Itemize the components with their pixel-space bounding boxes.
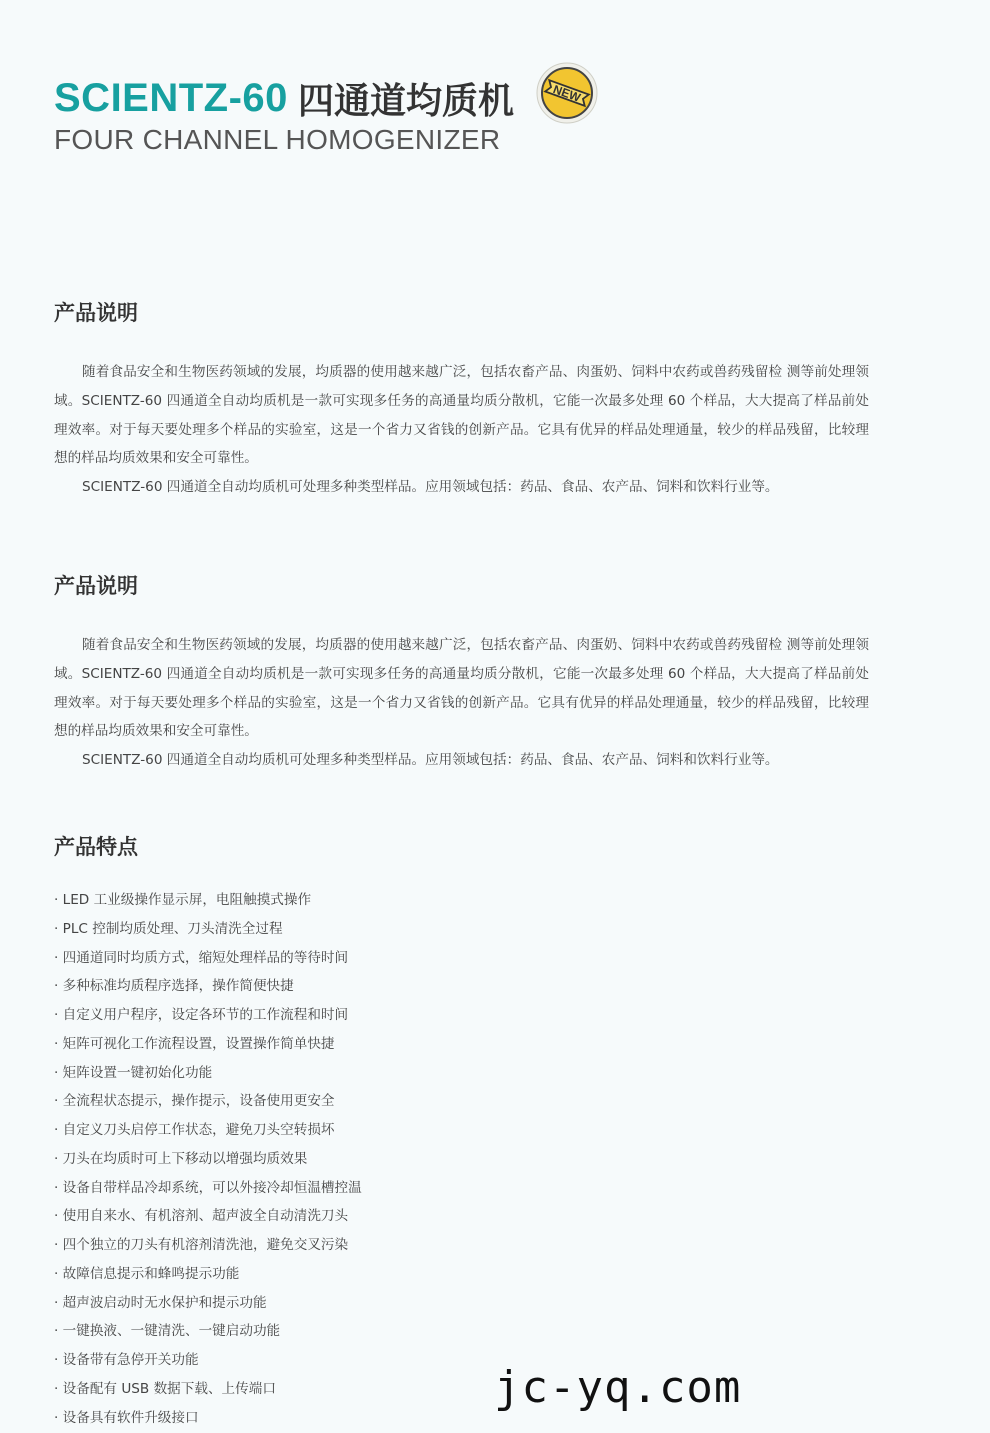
product-subtitle: FOUR CHANNEL HOMOGENIZER — [54, 124, 501, 155]
watermark-text: jc-yq.com — [494, 1362, 742, 1413]
feature-item: · 设备配有 USB 数据下载、上传端口 — [54, 1380, 276, 1397]
section-description-1 — [54, 298, 869, 502]
section-features — [54, 832, 869, 1432]
title-row — [54, 70, 934, 126]
feature-list — [54, 886, 869, 1432]
feature-item: · PLC 控制均质处理、刀头清洗全过程 — [54, 920, 283, 937]
section-heading: 产品特点 — [54, 835, 138, 859]
feature-item: · 一键换液、一键清洗、一键启动功能 — [54, 1323, 281, 1340]
feature-item: · LED 工业级操作显示屏，电阻触摸式操作 — [54, 892, 312, 908]
badge-label: NEW — [551, 82, 583, 105]
feature-item: · 四通道同时均质方式，缩短处理样品的等待时间 — [54, 949, 349, 966]
feature-item: · 故障信息提示和蜂鸣提示功能 — [54, 1265, 240, 1282]
feature-item: · 四个独立的刀头有机溶剂清洗池，避免交叉污染 — [54, 1237, 349, 1253]
product-model: SCIENTZ-60 — [54, 75, 288, 120]
application-paragraph: SCIENTZ-60 四通道全自动均质机可处理多种类型样品。应用领域包括：药品、食品、农产品、饲料和饮料行业等。 — [82, 752, 779, 769]
section-description-2 — [54, 571, 869, 775]
feature-item: · 使用自来水、有机溶剂、超声波全自动清洗刀头 — [54, 1208, 349, 1225]
feature-item: · 多种标准均质程序选择，操作简便快捷 — [54, 978, 294, 995]
feature-item: · 刀头在均质时可上下移动以增强均质效果 — [54, 1150, 308, 1167]
feature-item: · 矩阵可视化工作流程设置，设置操作简单快捷 — [54, 1035, 335, 1052]
feature-item: · 自定义刀头启停工作状态，避免刀头空转损坏 — [54, 1122, 335, 1138]
feature-item: · 自定义用户程序，设定各环节的工作流程和时间 — [54, 1007, 349, 1023]
feature-item: · 全流程状态提示，操作提示，设备使用更安全 — [54, 1093, 335, 1110]
section-heading: 产品说明 — [54, 301, 138, 325]
new-badge-icon — [536, 62, 598, 124]
feature-item: · 超声波启动时无水保护和提示功能 — [54, 1294, 267, 1311]
feature-item: · 设备带有急停开关功能 — [54, 1352, 199, 1368]
feature-item: · 设备自带样品冷却系统，可以外接冷却恒温槽控温 — [54, 1179, 362, 1196]
feature-item: · 设备具有软件升级接口 — [54, 1409, 199, 1426]
description-paragraph: 随着食品安全和生物医药领域的发展，均质器的使用越来越广泛，包括农畜产品、肉蛋奶、饲料中农药或兽药残留检 测等前处理领域。SCIENTZ-60 四通道全自动均质机是一款可实现多任务的高通量均质分散机，它能一次最多处理 60 个样品，大大提高了样品前处理效率。对于每天要处理多个样品的实验室，这是一个省力又省钱的创新产品。它具有优异的样品处理通量，较少的样品残留，比较理想的样品均质效果和安全可靠性。 — [54, 364, 869, 467]
feature-item: · 矩阵设置一键初始化功能 — [54, 1064, 213, 1081]
page-header — [54, 70, 934, 156]
product-title: 四通道均质机 — [297, 80, 514, 122]
description-paragraph: 随着食品安全和生物医药领域的发展，均质器的使用越来越广泛，包括农畜产品、肉蛋奶、饲料中农药或兽药残留检 测等前处理领域。SCIENTZ-60 四通道全自动均质机是一款可实现多任务的高通量均质分散机，它能一次最多处理 60 个样品，大大提高了样品前处理效率。对于每天要处理多个样品的实验室，这是一个省力又省钱的创新产品。它具有优异的样品处理通量，较少的样品残留，比较理想的样品均质效果和安全可靠性。 — [54, 637, 869, 740]
application-paragraph: SCIENTZ-60 四通道全自动均质机可处理多种类型样品。应用领域包括：药品、食品、农产品、饲料和饮料行业等。 — [82, 479, 779, 496]
section-heading: 产品说明 — [54, 574, 138, 598]
